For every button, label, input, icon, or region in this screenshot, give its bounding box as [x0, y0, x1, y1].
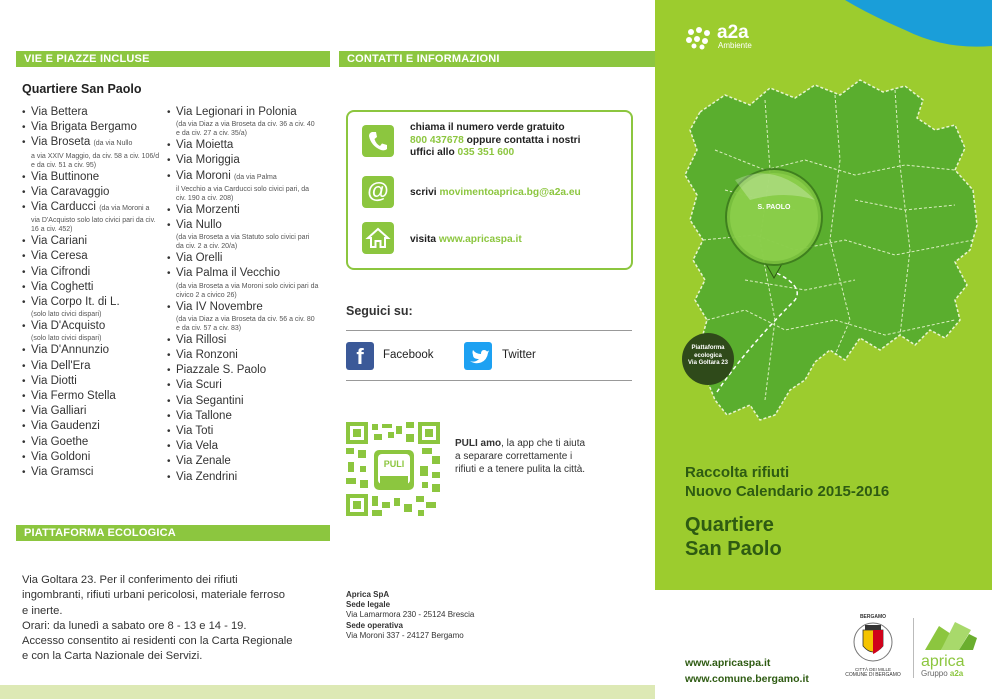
office-number[interactable]: 035 351 600 — [457, 147, 515, 158]
street-note: (da via Diaz a via Broseta da civ. 56 a civ. 80 e da civ. 57 a civ. 83) — [176, 315, 315, 332]
logo-divider — [913, 618, 914, 678]
street-name: Via Legionari in Polonia — [176, 106, 297, 118]
piattaforma-line: e con la Carta Nazionale dei Servizi. — [22, 650, 203, 663]
street-name: Via Scuri — [176, 379, 222, 392]
sede-operativa: Via Moroni 337 - 24127 Bergamo — [346, 630, 464, 640]
street-name: Via Segantini — [176, 394, 244, 407]
street-name: Via Nullo — [176, 219, 222, 232]
street-name: Via Morzenti — [176, 203, 240, 216]
street-item — [167, 203, 319, 218]
street-item — [167, 266, 319, 299]
contacts-header: CONTATTI E INFORMAZIONI — [339, 51, 655, 67]
street-item — [22, 200, 164, 234]
a2a-logo — [683, 22, 752, 55]
street-name: Via Carducci — [31, 201, 96, 214]
quarter-title: Quartiere San Paolo — [22, 82, 142, 96]
street-item — [22, 404, 164, 419]
street-name: Piazzale S. Paolo — [176, 364, 267, 377]
street-name: Via D'Acquisto — [31, 320, 106, 333]
street-item — [167, 169, 319, 203]
streets-panel — [0, 0, 330, 699]
follow-label: Seguici su: — [346, 304, 413, 318]
street-item — [167, 394, 319, 409]
aprica-logo: aprica Gruppo a2a — [921, 616, 981, 678]
twitter-label[interactable]: Twitter — [502, 349, 536, 361]
street-name: Via Palma il Vecchio — [176, 267, 280, 280]
street-item — [22, 419, 164, 434]
qr-app-label: PULI — [383, 459, 405, 469]
website-link[interactable]: www.apricaspa.it — [438, 234, 522, 245]
facebook-icon[interactable]: f — [346, 342, 374, 370]
street-name: Via Orelli — [176, 252, 223, 265]
sede-legale: Via Lamarmora 230 - 25124 Brescia — [346, 610, 475, 620]
puli-description: PULI amo, la app che ti aiuta a separare correttamente i rifiuti e a tenere pulita la città. — [455, 438, 586, 475]
phone-icon — [362, 125, 394, 157]
street-item — [22, 170, 164, 185]
street-item — [167, 218, 319, 251]
cover-panel — [655, 0, 992, 699]
a2a-logo-icon — [683, 26, 715, 50]
bergamo-seal: BERGAMO CITTÀ DEI MILLE COMUNE DI BERGAMO — [843, 614, 903, 678]
street-name: Via Moroni — [176, 169, 231, 182]
street-name: Via Toti — [176, 425, 214, 438]
street-item — [167, 300, 319, 333]
street-item — [22, 185, 164, 200]
street-note: (solo lato civici dispari) — [31, 335, 102, 343]
street-name: Via Brigata Bergamo — [31, 121, 137, 134]
street-name: Via Bettera — [31, 106, 88, 118]
street-name: Via Galliari — [31, 405, 87, 418]
a2a-sub: Ambiente — [718, 41, 752, 50]
piattaforma-header: PIATTAFORMA ECOLOGICA — [16, 525, 330, 541]
street-item — [167, 138, 319, 153]
email-link[interactable]: movimentoaprica.bg@a2a.eu — [439, 187, 581, 198]
street-name: Via Coghetti — [31, 280, 94, 293]
street-item — [167, 363, 319, 378]
email-text: scrivi movimentoaprica.bg@a2a.eu — [410, 187, 581, 198]
street-item — [22, 234, 164, 249]
street-item — [167, 470, 319, 485]
street-item — [22, 359, 164, 374]
street-note: (da via Diaz a via Broseta da civ. 36 a civ. 40 e da civ. 27 a civ. 35/a) — [176, 121, 315, 138]
street-item — [22, 280, 164, 295]
street-item — [22, 450, 164, 465]
street-name: Via Cariani — [31, 235, 88, 248]
a2a-brand: a2a — [717, 22, 749, 43]
street-item — [167, 378, 319, 393]
phone-text: chiama il numero verde gratuito 800 437678 oppure contatta i nostri uffici allo 035 351 600 — [410, 122, 581, 158]
street-note: via D'Acquisto solo lato civici pari da civ. 16 a civ. 452) — [31, 217, 156, 234]
piattaforma-line: ingombranti, rifiuti urbani pericolosi, materiale ferroso — [22, 589, 286, 602]
streets-header: VIE E PIAZZE INCLUSE — [16, 51, 330, 67]
street-name: Via Vela — [176, 440, 218, 453]
street-name: Via Cifrondi — [31, 265, 91, 278]
aprica-logo-icon — [921, 616, 977, 652]
street-name: Via Moriggia — [176, 154, 240, 167]
street-name: Via Buttinone — [31, 170, 100, 183]
bottom-band — [330, 685, 655, 699]
divider — [346, 330, 632, 331]
url-comune[interactable]: www.comune.bergamo.it — [685, 673, 809, 685]
street-name: Via Zendrini — [176, 470, 238, 483]
street-name: Via Rillosi — [176, 333, 227, 346]
street-item — [167, 348, 319, 363]
street-note: (da via Nullo — [93, 140, 133, 148]
street-note: a via XXIV Maggio, da civ. 58 a civ. 106/d e da civ. 51 a civ. 95) — [31, 152, 160, 169]
piattaforma-callout — [682, 345, 734, 368]
street-name: Via Broseta — [31, 136, 91, 149]
street-note: (da via Palma — [233, 173, 277, 181]
street-note: il Vecchio a via Carducci solo civici pari, da civ. 190 a civ. 208) — [176, 185, 310, 202]
contacts-panel — [330, 0, 655, 699]
cover-title: Quartiere San Paolo — [685, 514, 782, 560]
street-list-col1 — [22, 105, 164, 480]
street-item — [22, 465, 164, 480]
bergamo-label: COMUNE DI BERGAMO — [845, 672, 901, 678]
street-item — [167, 105, 319, 138]
street-name: Via Zenale — [176, 455, 231, 468]
callout-line: ecologica — [694, 352, 722, 359]
street-list-col2 — [167, 105, 319, 485]
bergamo-crest-icon — [843, 620, 903, 668]
street-item — [22, 120, 164, 135]
street-note: (da via Moroni a — [99, 205, 150, 213]
piattaforma-line: Via Goltara 23. Per il conferimento dei rifiuti — [22, 574, 238, 586]
street-name: Via Tallone — [176, 409, 232, 422]
cover-subtitle: Raccolta rifiuti Nuovo Calendario 2015-2016 — [685, 464, 890, 500]
street-name: Via Goethe — [31, 435, 89, 448]
street-name: Via Fermo Stella — [31, 390, 116, 403]
contact-box — [346, 110, 633, 270]
street-item — [22, 105, 164, 120]
street-note: (da via Broseta a via Statuto solo civici pari da civ. 2 a civ. 20/a) — [176, 234, 310, 251]
callout-line: Via Goltara 23 — [688, 360, 728, 366]
street-item — [22, 295, 164, 319]
street-name: Via Moietta — [176, 139, 234, 152]
twitter-icon[interactable] — [464, 342, 492, 370]
company-info: Aprica SpA Sede legale Via Lamarmora 230 - 25124 Brescia Sede operativa Via Moroni 337 - 24127 Bergamo — [346, 590, 475, 640]
map-label: S. PAOLO — [757, 204, 791, 211]
street-item — [22, 435, 164, 450]
callout-line: Piattaforma — [691, 345, 725, 351]
street-item — [22, 265, 164, 280]
street-note: (solo lato civici dispari) — [31, 311, 102, 319]
street-name: Via D'Annunzio — [31, 344, 110, 357]
street-name: Via Dell'Era — [31, 359, 91, 372]
street-item — [167, 153, 319, 168]
qr-code[interactable] — [346, 422, 440, 516]
street-item — [22, 374, 164, 389]
street-item — [167, 454, 319, 469]
street-name: Via Gaudenzi — [31, 420, 100, 433]
bottom-band — [0, 685, 330, 699]
company-name: Aprica SpA — [346, 590, 390, 599]
street-item — [167, 409, 319, 424]
toll-free-number[interactable]: 800 437678 — [410, 134, 464, 146]
piattaforma-line: e inerte. — [22, 604, 63, 617]
home-icon — [362, 222, 394, 254]
street-name: Via Goldoni — [31, 450, 91, 463]
street-item — [22, 389, 164, 404]
street-name: Via Caravaggio — [31, 185, 110, 198]
piattaforma-line: Accesso consentito ai residenti con la Carta Regionale — [22, 635, 293, 648]
street-item — [22, 343, 164, 358]
street-name: Via Ceresa — [31, 250, 88, 263]
street-note: (da via Broseta a via Moroni solo civici pari da civico 2 a civico 26) — [176, 282, 319, 299]
cover-urls — [685, 655, 809, 687]
piattaforma-description — [22, 573, 312, 665]
street-name: Via Ronzoni — [176, 349, 238, 362]
street-item — [22, 319, 164, 343]
facebook-label[interactable]: Facebook — [383, 349, 434, 361]
web-text: visita www.apricaspa.it — [410, 234, 522, 245]
street-name: Via Gramsci — [31, 466, 94, 479]
street-item — [167, 251, 319, 266]
url-aprica[interactable]: www.apricaspa.it — [685, 657, 771, 669]
street-item — [22, 135, 164, 169]
street-name: Via IV Novembre — [176, 300, 263, 313]
street-item — [167, 333, 319, 348]
street-name: Via Diotti — [31, 374, 77, 387]
divider — [346, 380, 632, 381]
street-item — [22, 249, 164, 264]
street-name: Via Corpo It. di L. — [31, 296, 120, 309]
at-sign-icon: @ — [362, 176, 394, 208]
street-item — [167, 439, 319, 454]
piattaforma-line: Orari: da lunedì a sabato ore 8 - 13 e 14 - 19. — [22, 619, 247, 632]
street-item — [167, 424, 319, 439]
